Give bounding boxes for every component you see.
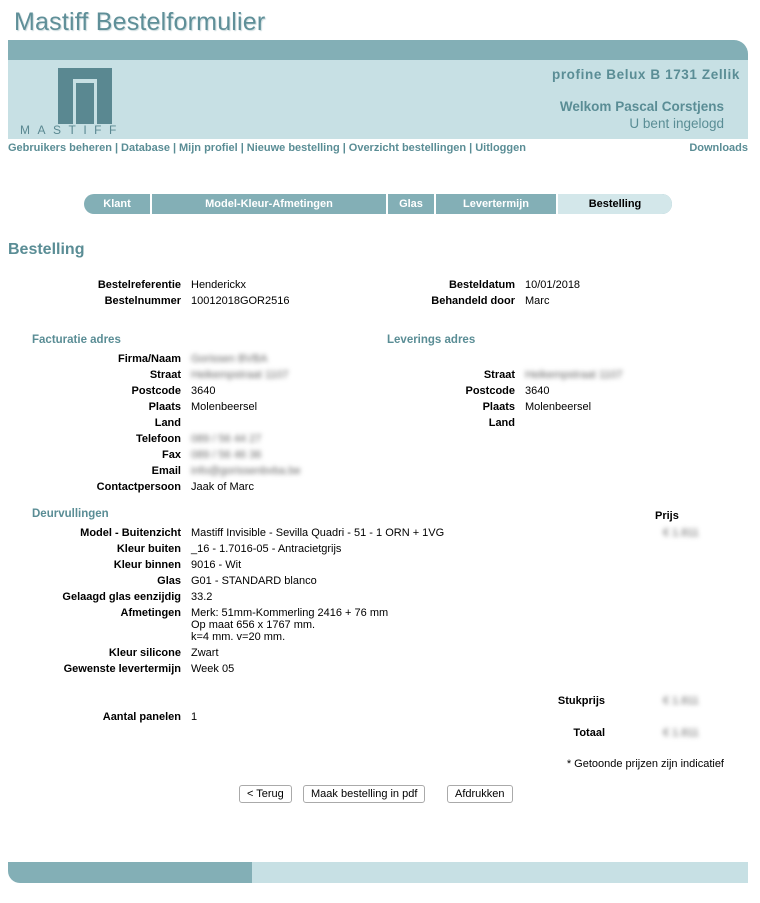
delivery-title: Leverings adres <box>387 334 476 346</box>
billing-fax-value: 089 / 56 46 36 <box>191 449 262 461</box>
main-nav: Gebruikers beheren | Database | Mijn profiel | Nieuwe bestelling | Overzicht bestellingen | Uitloggen <box>8 142 526 154</box>
total-label: Totaal <box>573 727 605 739</box>
price-header: Prijs <box>655 510 679 522</box>
order-handler-value: Marc <box>525 295 550 307</box>
total-value: € 1.811 <box>663 727 699 739</box>
billing-country-label: Land <box>154 417 181 429</box>
lead-time-label: Gewenste levertermijn <box>63 663 181 675</box>
billing-firm-label: Firma/Naam <box>118 353 181 365</box>
glass-value: G01 - STANDARD blanco <box>191 575 317 587</box>
billing-firm-value: Gorissen BVBA <box>191 353 268 365</box>
billing-fax-label: Fax <box>162 449 181 461</box>
unit-price-label: Stukprijs <box>557 695 605 707</box>
delivery-city-value: Molenbeersel <box>525 401 592 413</box>
nav-database[interactable]: Database <box>121 142 170 154</box>
nav-logout[interactable]: Uitloggen <box>475 142 526 154</box>
back-button[interactable]: < Terug <box>239 785 292 803</box>
delivery-street-value: Heikempstraat 1107 <box>525 369 623 381</box>
dimensions-line-2: Op maat 656 x 1767 mm. <box>191 619 316 631</box>
step-klant[interactable]: Klant <box>84 194 152 214</box>
order-number-value: 10012018GOR2516 <box>191 295 290 307</box>
billing-email-value: info@gorissenbvba.be <box>191 465 301 477</box>
unit-price-value: € 1.811 <box>663 695 699 707</box>
silicone-color-value: Zwart <box>191 647 219 659</box>
step-model-kleur-afmetingen[interactable]: Model-Kleur-Afmetingen <box>152 194 388 214</box>
delivery-country-label: Land <box>488 417 515 429</box>
order-ref-label: Bestelreferentie <box>97 279 181 291</box>
laminated-glass-label: Gelaagd glas eenzijdig <box>62 591 181 603</box>
glass-label: Glas <box>157 575 181 587</box>
billing-city-label: Plaats <box>148 401 181 413</box>
delivery-postcode-value: 3640 <box>525 385 550 397</box>
step-tabs <box>84 194 672 214</box>
lead-time-value: Week 05 <box>191 663 235 675</box>
page-title: Mastiff Bestelformulier <box>14 8 266 36</box>
model-value: Mastiff Invisible - Sevilla Quadri - 51 - 1 ORN + 1VG <box>191 527 445 539</box>
silicone-color-label: Kleur silicone <box>108 647 181 659</box>
nav-new-order[interactable]: Nieuwe bestelling <box>246 142 340 154</box>
header <box>8 60 748 139</box>
billing-postcode-label: Postcode <box>131 385 181 397</box>
welcome-text: Welkom Pascal Corstjens <box>559 99 724 114</box>
product-title: Deurvullingen <box>32 508 109 520</box>
step-bestelling[interactable]: Bestelling <box>558 194 672 214</box>
dimensions-line-1: Merk: 51mm-Kommerling 2416 + 76 mm <box>191 607 389 619</box>
order-number-label: Bestelnummer <box>104 295 181 307</box>
billing-email-label: Email <box>151 465 181 477</box>
print-button[interactable]: Afdrukken <box>447 785 513 803</box>
order-date-label: Besteldatum <box>448 279 515 291</box>
billing-city-value: Molenbeersel <box>191 401 258 413</box>
laminated-glass-value: 33.2 <box>191 591 213 603</box>
delivery-street-label: Straat <box>483 369 515 381</box>
model-price: € 1.811 <box>663 527 699 539</box>
billing-postcode-value: 3640 <box>191 385 216 397</box>
section-title: Bestelling <box>8 241 85 258</box>
step-glas[interactable]: Glas <box>388 194 436 214</box>
billing-contact-label: Contactpersoon <box>96 481 181 493</box>
dimensions-line-3: k=4 mm. v=20 mm. <box>191 631 286 643</box>
dimensions-label: Afmetingen <box>120 607 181 619</box>
billing-street-label: Straat <box>149 369 181 381</box>
panels-value: 1 <box>191 711 198 723</box>
footer-bar-right <box>252 862 748 883</box>
delivery-postcode-label: Postcode <box>465 385 515 397</box>
order-handler-label: Behandeld door <box>431 295 515 307</box>
billing-contact-value: Jaak of Marc <box>191 481 254 493</box>
nav-profile[interactable]: Mijn profiel <box>179 142 238 154</box>
nav-users[interactable]: Gebruikers beheren <box>8 142 112 154</box>
order-ref-value: Henderickx <box>191 279 247 291</box>
nav-orders-overview[interactable]: Overzicht bestellingen <box>348 142 467 154</box>
panels-label: Aantal panelen <box>102 711 181 723</box>
color-outside-value: _16 - 1.7016-05 - Antracietgrijs <box>191 543 342 555</box>
billing-phone-value: 089 / 56 44 27 <box>191 433 262 445</box>
nav-downloads[interactable]: Downloads <box>689 142 748 154</box>
order-date-value: 10/01/2018 <box>525 279 581 291</box>
header-bar <box>8 40 748 60</box>
login-status: U bent ingelogd <box>629 116 724 131</box>
logo-text: MASTIFF <box>20 123 124 137</box>
billing-phone-label: Telefoon <box>135 433 181 445</box>
model-label: Model - Buitenzicht <box>80 527 181 539</box>
step-levertermijn[interactable]: Levertermijn <box>436 194 558 214</box>
company-name: profine Belux B 1731 Zellik <box>551 67 740 82</box>
pdf-button[interactable]: Maak bestelling in pdf <box>303 785 425 803</box>
footer-bar-left <box>8 862 252 883</box>
billing-title: Facturatie adres <box>32 334 121 346</box>
price-note: * Getoonde prijzen zijn indicatief <box>566 758 724 770</box>
color-inside-value: 9016 - Wit <box>191 559 242 571</box>
color-outside-label: Kleur buiten <box>116 543 181 555</box>
color-inside-label: Kleur binnen <box>113 559 181 571</box>
billing-street-value: Heikempstraat 1107 <box>191 369 289 381</box>
delivery-city-label: Plaats <box>482 401 515 413</box>
